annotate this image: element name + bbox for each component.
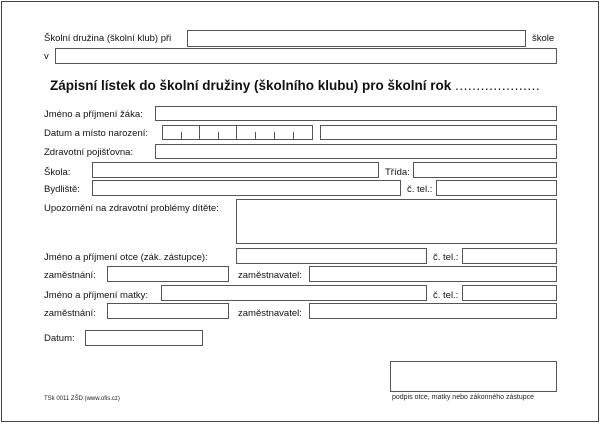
date-field[interactable] <box>85 330 203 346</box>
residence-field[interactable] <box>92 180 401 196</box>
father-phone-label: č. tel.: <box>433 252 459 263</box>
school-field[interactable] <box>92 162 379 178</box>
mother-employer-label: zaměstnavatel: <box>238 308 302 319</box>
mother-phone-label: č. tel.: <box>433 290 459 301</box>
father-phone-field[interactable] <box>462 248 557 264</box>
mother-name-field[interactable] <box>161 285 427 301</box>
birth-date-field[interactable] <box>162 125 313 140</box>
birth-place-field[interactable] <box>320 125 557 140</box>
child-name-label: Jméno a příjmení žáka: <box>44 109 143 120</box>
school-location-field[interactable] <box>55 48 557 64</box>
form-title <box>50 78 540 93</box>
child-name-field[interactable] <box>155 106 557 121</box>
date-tick <box>274 132 275 140</box>
date-separator <box>236 125 237 140</box>
date-tick <box>181 132 182 140</box>
father-employer-field[interactable] <box>309 266 557 282</box>
child-phone-label: č. tel.: <box>407 184 433 195</box>
father-employment-label: zaměstnání: <box>44 270 96 281</box>
date-label: Datum: <box>44 333 75 344</box>
school-year-blank: .................... <box>455 78 541 93</box>
birth-label: Datum a místo narození: <box>44 128 149 139</box>
insurance-label: Zdravotní pojišťovna: <box>44 147 134 158</box>
school-label: Škola: <box>44 167 71 178</box>
school-prefix-label: Školní družina (školní klub) při <box>44 33 172 44</box>
residence-label: Bydliště: <box>44 184 80 195</box>
health-label: Upozornění na zdravotní problémy dítěte: <box>44 203 219 214</box>
mother-employer-field[interactable] <box>309 303 557 319</box>
insurance-field[interactable] <box>155 144 557 159</box>
date-tick <box>218 132 219 140</box>
father-name-field[interactable] <box>236 248 427 264</box>
father-employment-field[interactable] <box>107 266 229 282</box>
father-employer-label: zaměstnavatel: <box>238 270 302 281</box>
mother-employment-field[interactable] <box>107 303 229 319</box>
mother-phone-field[interactable] <box>462 285 557 301</box>
child-phone-field[interactable] <box>436 180 557 196</box>
class-label: Třída: <box>385 167 410 178</box>
signature-caption: podpis otce, matky nebo zákonného zástupce <box>392 394 535 401</box>
school-suffix-label: škole <box>532 33 555 44</box>
location-prefix-label: v <box>44 51 49 62</box>
class-field[interactable] <box>413 162 557 178</box>
signature-field[interactable] <box>390 361 557 392</box>
form-code: TSk 0011 ZŠD (www.ofis.cz) <box>44 396 120 402</box>
form-title-text: Zápisní lístek do školní družiny (školního klubu) pro školní rok <box>50 78 452 93</box>
mother-employment-label: zaměstnání: <box>44 308 96 319</box>
date-tick <box>255 132 256 140</box>
health-field[interactable] <box>236 199 557 244</box>
father-name-label: Jméno a příjmení otce (zák. zástupce): <box>44 252 208 263</box>
mother-name-label: Jméno a příjmení matky: <box>44 290 149 301</box>
school-name-field[interactable] <box>187 30 526 47</box>
date-tick <box>293 132 294 140</box>
date-separator <box>199 125 200 140</box>
